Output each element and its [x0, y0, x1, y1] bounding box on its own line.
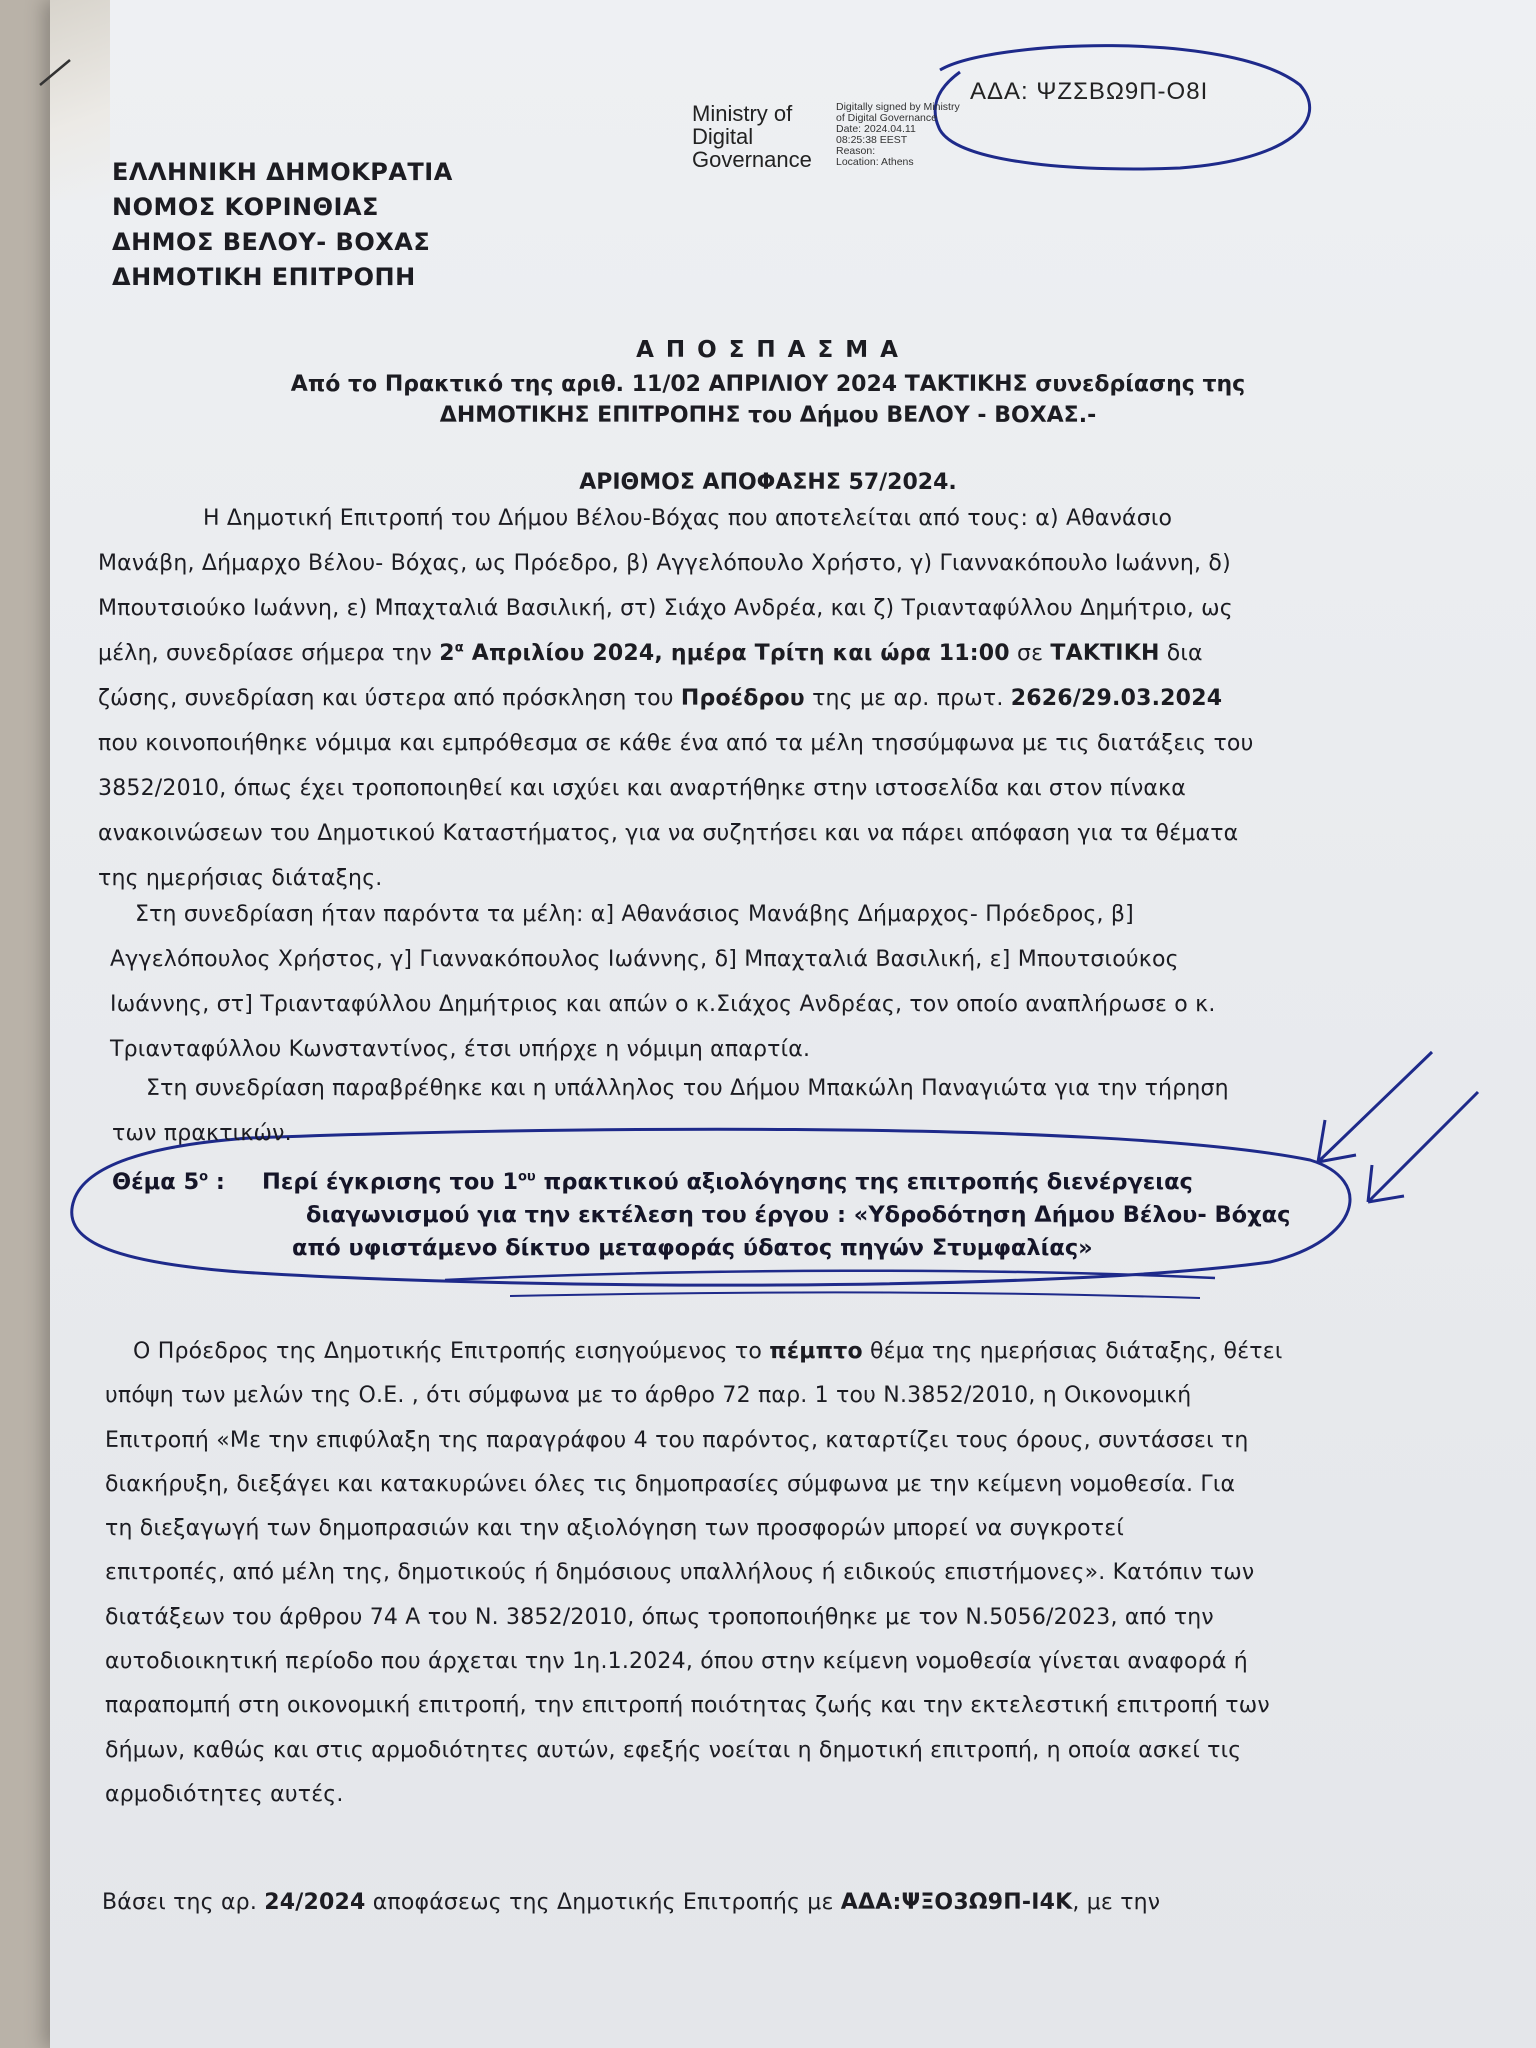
text-line: διατάξεων του άρθρου 74 Α του Ν. 3852/2010, όπως τροποποιήθηκε με τον Ν.5056/2023, από την	[105, 1604, 1214, 1630]
meeting-date-time: Απριλίου 2024, ημέρα Τρίτη και ώρα 11:00	[463, 641, 1010, 666]
text-line: 3852/2010, όπως έχει τροποποιηθεί και ισχύει και αναρτήθηκε στην ιστοσελίδα και στον πίνακα	[98, 776, 1187, 801]
text-line: Μανάβη, Δήμαρχο Βέλου- Βόχας, ως Πρόεδρο, β) Αγγελόπουλο Χρήστο, γ) Γιαννακόπουλο Ιωάννη, δ)	[98, 551, 1231, 576]
text-line: Μπουτσιούκο Ιωάννη, ε) Μπαχταλιά Βασιλική, στ) Σιάχο Ανδρέα, και ζ) Τριανταφύλλου Δημήτριο, ως	[98, 596, 1233, 621]
text-line: Ο Πρόεδρος της Δημοτικής Επιτροπής εισηγούμενος το πέμπτο θέμα της ημερήσιας διάταξης, θέτει	[133, 1339, 1283, 1364]
decision-ref: 24/2024	[264, 1890, 366, 1915]
issuer-header	[112, 155, 453, 295]
ministry-line-3: Governance	[692, 147, 812, 172]
pen-tick-mark	[40, 60, 70, 85]
text-bold: πέμπτο	[769, 1339, 863, 1364]
ada-code: ΑΔΑ: ΨΖΣΒΩ9Π-Ο8Ι	[970, 78, 1209, 105]
header-line-2: ΝΟΜΟΣ ΚΟΡΙΝΘΙΑΣ	[112, 193, 379, 221]
text-run: σε	[1009, 641, 1051, 666]
topic-line-3: από υφιστάμενο δίκτυο μεταφοράς ύδατος πηγών Στυμφαλίας»	[292, 1235, 1093, 1261]
document-title: Α Π Ο Σ Π Α Σ Μ Α	[636, 337, 900, 363]
text-line: Στη συνεδρίαση παραβρέθηκε και η υπάλληλος του Δήμου Μπακώλη Παναγιώτα για την τήρηση	[146, 1076, 1229, 1101]
paragraph-secretary	[112, 1066, 1229, 1156]
document-page	[50, 0, 1536, 2048]
text-line: Αγγελόπουλος Χρήστος, γ] Γιαννακόπουλος Ιωάννης, δ] Μπαχταλιά Βασιλική, ε] Μπουτσιούκος	[110, 947, 1179, 972]
header-line-3: ΔΗΜΟΣ ΒΕΛΟΥ- ΒΟΧΑΣ	[112, 228, 431, 256]
minutes-reference-line-1: Από το Πρακτικό της αριθ. 11/02 ΑΠΡΙΛΙΟΥ 2024 ΤΑΚΤΙΚΗΣ συνεδρίασης της	[290, 372, 1246, 397]
arrow-1	[1318, 1052, 1432, 1162]
digital-signature	[836, 102, 960, 168]
ministry-line-2: Digital	[692, 124, 754, 149]
topic-label: Θέμα $5^o$ :	[112, 1169, 225, 1195]
paragraph-composition	[98, 496, 1254, 901]
decision-number: ΑΡΙΘΜΟΣ ΑΠΟΦΑΣΗΣ 57/2024.	[579, 470, 957, 495]
signature-line-4: 08:25:38 EEST	[836, 134, 908, 146]
ministry-line-1: Ministry of	[692, 101, 793, 126]
arrow-2	[1368, 1092, 1478, 1202]
text-line: των πρακτικών.	[112, 1121, 292, 1146]
minutes-reference-line-2: ΔΗΜΟΤΙΚΗΣ ΕΠΙΤΡΟΠΗΣ του Δήμου ΒΕΛΟΥ - ΒΟΧΑΣ.-	[439, 403, 1097, 428]
text-line: υπόψη των μελών της Ο.Ε. , ότι σύμφωνα με το άρθρο 72 παρ. 1 του Ν.3852/2010, η Οικονομική	[105, 1383, 1192, 1409]
signature-line-5: Reason:	[836, 145, 876, 157]
text-run: της με αρ. πρωτ.	[804, 686, 1011, 711]
text-line: αρμοδιότητες αυτές.	[105, 1781, 344, 1807]
signature-line-2: of Digital Governance	[836, 112, 937, 124]
text-line: αυτοδιοικητική περίοδο που άρχεται την 1η.1.2024, όπου στην κείμενη νομοθεσία γίνεται αναφορά ή	[105, 1649, 1248, 1675]
paragraph-reference: Βάσει της αρ. 24/2024 αποφάσεως της Δημοτικής Επιτροπής με ΑΔΑ:ΨΞΟ3Ω9Π-Ι4Κ, με την	[102, 1890, 1161, 1915]
meeting-type: ΤΑΚΤΙΚΗ	[1050, 641, 1160, 666]
text-line	[98, 676, 1254, 721]
text-run: μέλη, συνεδρίασε σήμερα την	[98, 641, 440, 666]
topic-line-2: διαγωνισμού για την εκτέλεση του έργου : «Υδροδότηση Δήμου Βέλου- Βόχας	[306, 1202, 1291, 1228]
text-line: Η Δημοτική Επιτροπή του Δήμου Βέλου-Βόχας που αποτελείται από τους: α) Αθανάσιο	[203, 506, 1173, 531]
text-line: τη διεξαγωγή των δημοπρασιών και την αξιολόγηση των προσφορών μπορεί να συγκροτεί	[105, 1516, 1124, 1542]
text-line: δήμων, καθώς και στις αρμοδιότητες αυτών, εφεξής νοείται η δημοτική επιτροπή, η οποία ασκεί τις	[105, 1737, 1242, 1763]
text-line: Επιτροπή «Με την επιφύλαξη της παραγράφου 4 του παρόντος, καταρτίζει τους όρους, συντάσσει τη	[105, 1427, 1249, 1453]
ministry-name	[692, 102, 812, 171]
text-line: Στη συνεδρίαση ήταν παρόντα τα μέλη: α] Αθανάσιος Μανάβης Δήμαρχος- Πρόεδρος, β]	[135, 902, 1134, 927]
text-line: διακήρυξη, διεξάγει και κατακυρώνει όλες τις δημοπρασίες σύμφωνα με την κείμενη νομοθεσία. Για	[105, 1471, 1236, 1497]
text-line: που κοινοποιήθηκε νόμιμα και εμπρόθεσμα σε κάθε ένα από τα μέλη τησσύμφωνα με τις διατάξεις του	[98, 731, 1254, 756]
signature-line-3: Date: 2024.04.11	[836, 123, 916, 135]
text-bold: Προέδρου	[680, 686, 805, 711]
text-run: ζώσης, συνεδρίαση και ύστερα από πρόσκληση του	[98, 686, 681, 711]
protocol-number: 2626/29.03.2024	[1010, 686, 1223, 711]
ada-ref: ΑΔΑ:ΨΞΟ3Ω9Π-Ι4Κ	[840, 1890, 1073, 1915]
signature-line-1: Digitally signed by Ministry	[836, 101, 960, 113]
topic-underline-2	[510, 1292, 1200, 1298]
text-line: παραπομπή στη οικονομική επιτροπή, την επιτροπή ποιότητας ζωής και την εκτελεστική επιτροπή των	[105, 1693, 1270, 1719]
ada-circle	[935, 46, 1309, 169]
text-line	[98, 631, 1254, 676]
topic-line-1: Περί έγκρισης του $1^{o\upsilon}$ πρακτικού αξιολόγησης της επιτροπής διενέργειας	[262, 1169, 1193, 1195]
text-line: Ιωάννης, στ] Τριανταφύλλου Δημήτριος και απών ο κ.Σιάχος Ανδρέας, τον οποίο αναπλήρωσε ο κ.	[110, 992, 1216, 1017]
paragraph-attendance	[110, 892, 1216, 1072]
topic-text	[262, 1166, 1290, 1265]
text-line: επιτροπές, από μέλη της, δημοτικούς ή δημόσιους υπαλλήλους ή ειδικούς επιστήμονες». Κατόπιν των	[105, 1560, 1255, 1586]
signature-line-6: Location: Athens	[836, 156, 914, 168]
text-line: ανακοινώσεων του Δημοτικού Καταστήματος, για να συζητήσει και να πάρει απόφαση για τα θέματα	[98, 821, 1239, 846]
text-line: της ημερήσιας διάταξης.	[98, 866, 383, 891]
paragraph-introduction	[105, 1330, 1283, 1817]
text-run: δια	[1159, 641, 1203, 666]
header-line-1: ΕΛΛΗΝΙΚΗ ΔΗΜΟΚΡΑΤΙΑ	[112, 158, 453, 186]
text-line: Τριανταφύλλου Κωνσταντίνος, έτσι υπήρχε η νόμιμη απαρτία.	[110, 1037, 811, 1062]
meeting-day: $2^\alpha$	[439, 640, 464, 666]
header-line-4: ΔΗΜΟΤΙΚΗ ΕΠΙΤΡΟΠΗ	[112, 263, 416, 291]
